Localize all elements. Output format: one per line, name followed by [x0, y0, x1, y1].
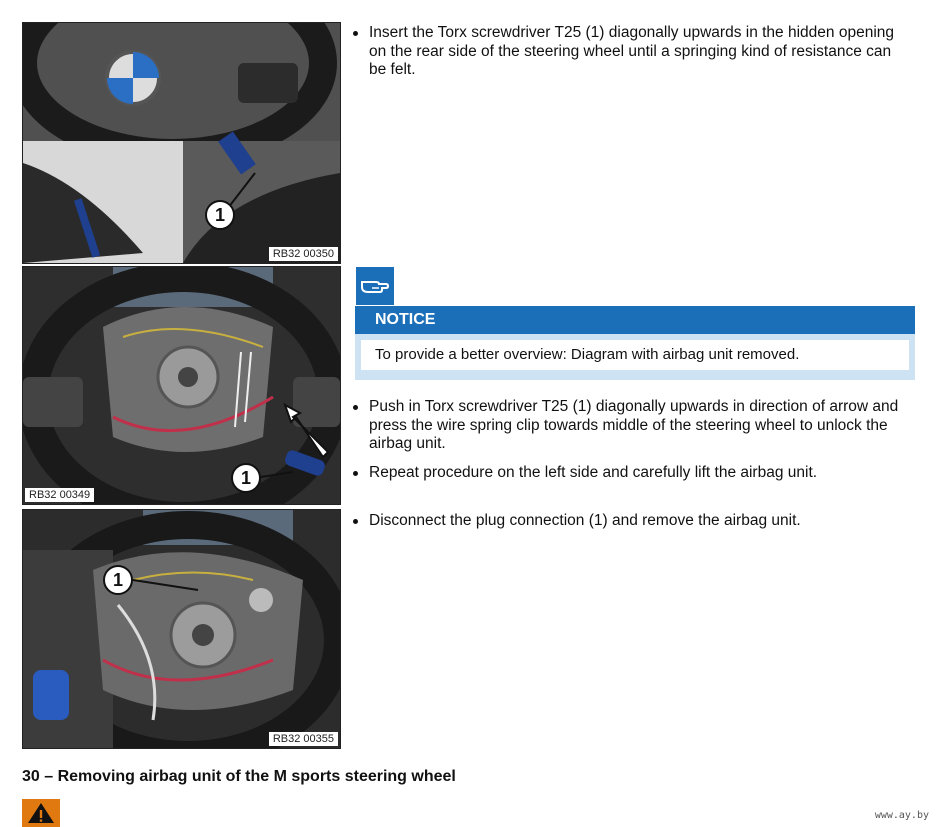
step-list [352, 512, 909, 541]
figure-reference: RB32 00355 [269, 732, 338, 746]
step-item: Repeat procedure on the left side and carefully lift the airbag unit. [352, 464, 909, 483]
notice-box [355, 334, 915, 380]
section-heading: 30 – Removing airbag unit of the M sports steering wheel [22, 768, 456, 785]
callout-number: 1 [103, 565, 133, 595]
figure-1-photo [22, 22, 341, 264]
step-list [352, 24, 909, 90]
step-list [352, 398, 909, 492]
figure-2-photo [22, 266, 341, 505]
watermark: www.ay.by [874, 810, 929, 821]
figure-reference: RB32 00350 [269, 247, 338, 261]
callout-number: 1 [231, 463, 261, 493]
warning-icon [22, 799, 60, 827]
figure-3-photo [22, 509, 341, 749]
step-item: Insert the Torx screwdriver T25 (1) diagonally upwards in the hidden opening on the rear side of the steering wheel until a springing kind of resistance can be felt. [352, 24, 909, 80]
pointing-hand-icon [356, 267, 394, 305]
figure-reference: RB32 00349 [25, 488, 94, 502]
notice-text: To provide a better overview: Diagram with airbag unit removed. [361, 340, 909, 370]
step-item: Push in Torx screwdriver T25 (1) diagonally upwards in direction of arrow and press the wire spring clip towards middle of the steering wheel to unlock the airbag unit. [352, 398, 909, 454]
notice-title: NOTICE [355, 306, 915, 334]
steering-wheel-open-illustration [23, 267, 340, 504]
steering-wheel-rear-illustration [23, 23, 340, 263]
callout-number: 1 [205, 200, 235, 230]
steering-wheel-plug-illustration [23, 510, 340, 748]
step-item: Disconnect the plug connection (1) and remove the airbag unit. [352, 512, 909, 531]
